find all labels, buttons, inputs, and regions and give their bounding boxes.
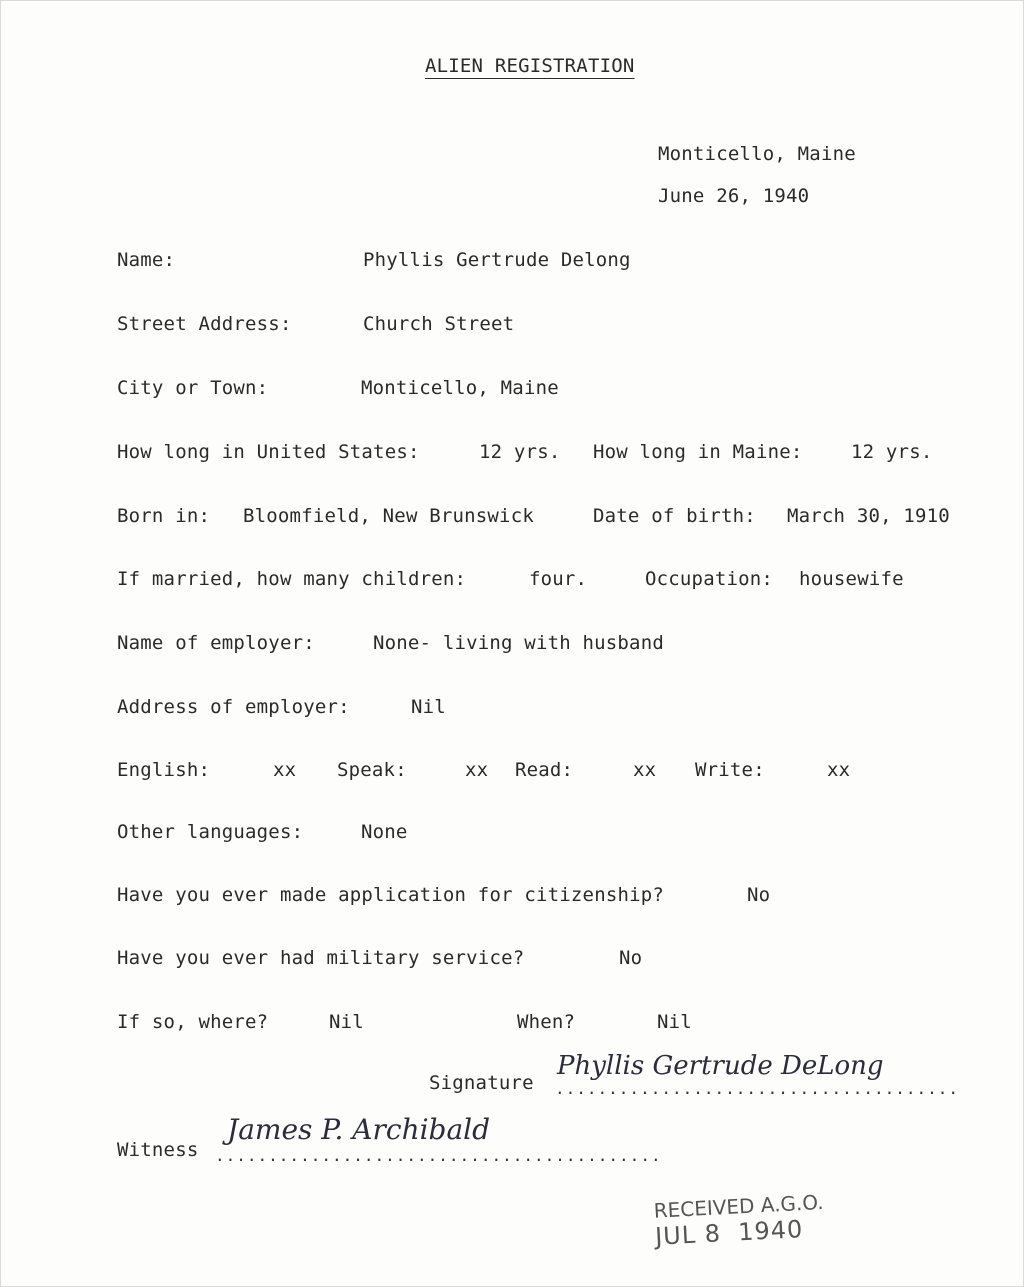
witness-label: Witness: [117, 1139, 199, 1161]
street-label: Street Address:: [117, 313, 292, 335]
maine-duration-value: 12 yrs.: [851, 441, 933, 463]
where-value: Nil: [329, 1011, 364, 1033]
dob-label: Date of birth:: [593, 505, 756, 527]
maine-duration-label: How long in Maine:: [593, 441, 803, 463]
employer-value: None- living with husband: [373, 632, 664, 654]
signature-label: Signature: [429, 1072, 534, 1094]
occupation-label: Occupation:: [645, 568, 774, 590]
citizenship-answer: No: [747, 884, 771, 906]
name-value: Phyllis Gertrude Delong: [363, 249, 631, 271]
born-label: Born in:: [117, 505, 211, 527]
us-duration-value: 12 yrs.: [479, 441, 561, 463]
us-duration-label: How long in United States:: [117, 441, 420, 463]
received-stamp: [627, 1166, 827, 1276]
speak-value: xx: [465, 759, 489, 781]
employer-address-value: Nil: [411, 696, 446, 718]
military-answer: No: [619, 947, 643, 969]
languages-value: None: [361, 821, 408, 843]
english-value: xx: [273, 759, 297, 781]
languages-label: Other languages:: [117, 821, 304, 843]
english-label: English:: [117, 759, 211, 781]
city-label: City or Town:: [117, 377, 269, 399]
received-stamp-text: RECEIVED A.G.O.: [653, 1189, 825, 1223]
employer-label: Name of employer:: [117, 632, 315, 654]
place: Monticello, Maine: [658, 143, 856, 165]
when-value: Nil: [657, 1011, 692, 1033]
witness-dotted-line: ..........................................: [215, 1146, 662, 1165]
received-stamp-date: JUL 8 1940: [654, 1215, 804, 1251]
read-value: xx: [633, 759, 657, 781]
children-label: If married, how many children:: [117, 568, 467, 590]
write-value: xx: [827, 759, 851, 781]
signature-dotted-line: ......................................: [555, 1079, 960, 1098]
document-title: ALIEN REGISTRATION: [425, 55, 635, 77]
street-value: Church Street: [363, 313, 515, 335]
where-label: If so, where?: [117, 1011, 269, 1033]
read-label: Read:: [515, 759, 574, 781]
occupation-value: housewife: [799, 568, 904, 590]
when-label: When?: [517, 1011, 576, 1033]
city-value: Monticello, Maine: [361, 377, 559, 399]
write-label: Write:: [695, 759, 765, 781]
citizenship-question: Have you ever made application for citizenship?: [117, 884, 665, 906]
born-value: Bloomfield, New Brunswick: [243, 505, 534, 527]
name-label: Name:: [117, 249, 176, 271]
witness-signature: James P. Archibald: [227, 1113, 491, 1146]
applicant-signature: Phyllis Gertrude DeLong: [557, 1051, 884, 1081]
dob-value: March 30, 1910: [787, 505, 950, 527]
speak-label: Speak:: [337, 759, 407, 781]
date: June 26, 1940: [658, 185, 810, 207]
military-question: Have you ever had military service?: [117, 947, 525, 969]
employer-address-label: Address of employer:: [117, 696, 350, 718]
children-value: four.: [529, 568, 588, 590]
